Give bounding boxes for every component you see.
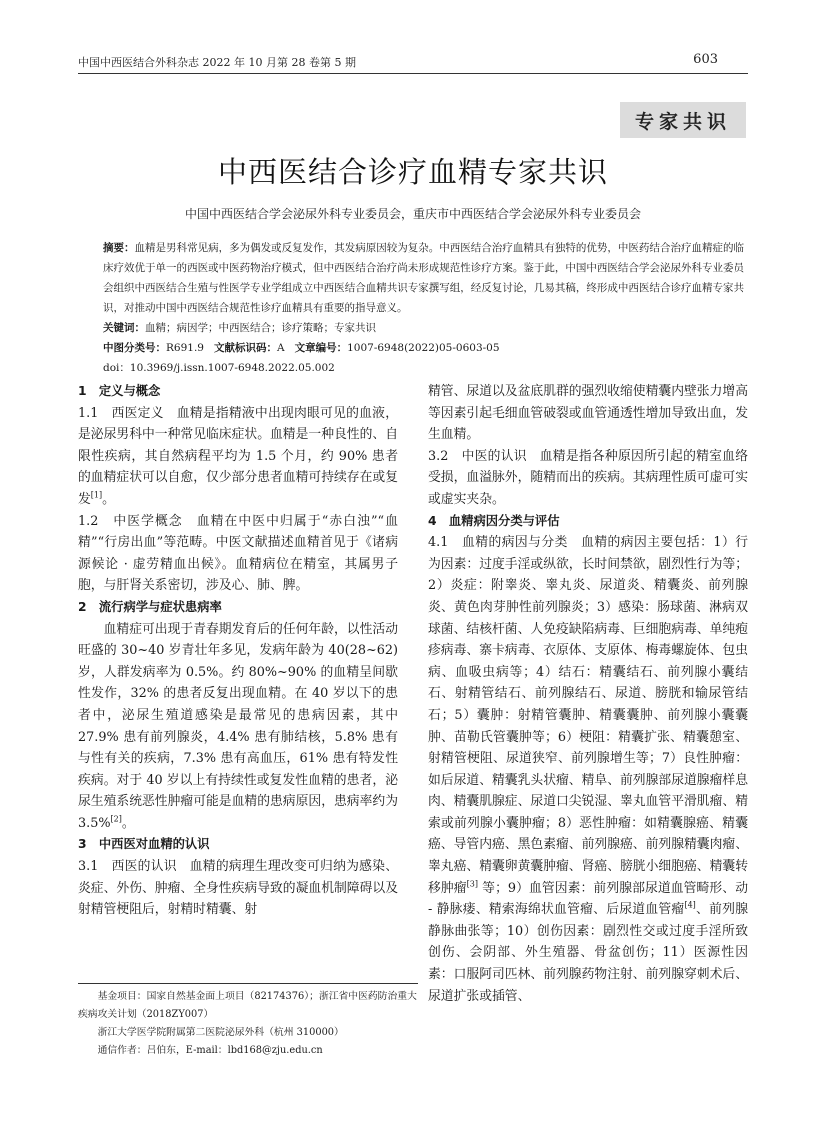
section-2-heading: 2 流行病学与症状患病率 — [78, 599, 222, 614]
section-1-2-text: 血精在中医中归属于“赤白浊”“血精”“行房出血”等范畴。中医文献描述血精首见于《诸病源候论 · 虚劳精血出候》。血精病位在精室，其属男子胞，与肝肾关系密切，涉及心、肺、脾。 — [78, 513, 398, 594]
section-badge: 专家共识 — [620, 102, 746, 138]
citation-2[interactable]: [2] — [110, 814, 122, 824]
right-column — [428, 381, 748, 1007]
page-number: 603 — [693, 52, 718, 67]
section-1-2-label: 1.2 中医学概念 — [78, 513, 183, 529]
doc-code-value: A — [276, 342, 285, 354]
abstract-text: 血精是男科常见病，多为偶发或反复发作，其发病原因较为复杂。中西医结合治疗血精具有独特的优势，中医药结合治疗血精症的临床疗效优于单一的西医或中医药物治疗模式，但中西医结合治疗尚未形成规范性诊疗方案。鉴于此，中国中西医结合学会泌尿外科专业委员会组织中西医结合生殖与性医学专业学组成立中西医结合血精共识专家撰写组，经反复讨论，几易其稿，终形成中西医结合诊疗血精专家共识，对推动中国中西医结合规范性诊疗血精具有重要的指导意义。 — [103, 242, 745, 314]
keywords-label: 关键词： — [103, 322, 145, 334]
section-3-1-continued: 精管、尿道以及盆底肌群的强烈收缩使精囊内壁张力增高等因素引起毛细血管破裂或血管通透性增加导致出血，发生血精。 — [428, 384, 748, 443]
section-3-2-paragraph — [428, 446, 748, 511]
section-2-paragraph — [78, 619, 398, 835]
section-3-2-label: 3.2 中医的认识 — [428, 448, 527, 464]
section-4-1-text-c: 、前列腺静脉曲张等；10）创伤因素：剧烈性交或过度手淫所致创伤、会阴部、外生殖器、骨盆创伤；11）医源性因素：口服阿司匹林、前列腺药物注射、前列腺穿刺术后、尿道扩张或插管、 — [428, 902, 748, 1004]
section-4-1-text-a: 血精的病因主要包括：1）行为因素：过度手淫或纵欲，长时间禁欲，剧烈性行为等；2）炎症：附睾炎、睾丸炎、尿道炎、精囊炎、前列腺炎、黄色肉芽肿性前列腺炎；3）感染：肠球菌、淋病双球菌、结核杆菌、人免疫缺陷病毒、巨细胞病毒、单纯疱疹病毒、寨卡病毒、衣原体、支原体、梅毒螺旋体、包虫病、血吸虫病等；4）结石：精囊结石、前列腺小囊结石、射精管结石、前列腺结石、尿道、膀胱和输尿管结石；5）囊肿：射精管囊肿、精囊囊肿、前列腺小囊囊肿、苗勒氏管囊肿等；6）梗阻：精囊扩张、精囊憩室、射精管梗阻、尿道狭窄、前列腺增生等；7）良性肿瘤：如后尿道、精囊乳头状瘤、精阜、前列腺部尿道腺瘤样息肉、精囊肌腺症、尿道口尖锐湿、睾丸血管平滑肌瘤、精索或前列腺小囊肿瘤；8）恶性肿瘤：如精囊腺癌、精囊癌、导管内癌、黑色素瘤、前列腺癌、前列腺精囊肉瘤、睾丸癌、精囊卵黄囊肿瘤、肾癌、膀胱小细胞癌、精囊转移肿瘤 — [428, 535, 748, 896]
abstract-block — [103, 238, 744, 378]
section-1-1-paragraph — [78, 403, 398, 511]
keywords-text: 血精；病因学；中西医结合；诊疗策略；专家共识 — [145, 322, 376, 334]
section-3-1-label: 3.1 西医的认识 — [78, 859, 177, 875]
footnote-correspondence: 通信作者：吕伯东，E-mail：lbd168@zju.edu.cn — [97, 1045, 323, 1056]
citation-3[interactable]: [3] — [466, 879, 479, 889]
section-4-1-text-b: 等；9）血管因素：前列腺部尿道血管畸形、动 - 静脉瘘、精索海绵状血管瘤、后尿道血管瘤 — [428, 880, 748, 918]
section-1-1-label: 1.1 西医定义 — [78, 405, 164, 421]
article-no-value: 1007-6948(2022)05-0603-05 — [347, 342, 500, 354]
doi-line — [103, 358, 744, 378]
doc-code-label: 文献标识码： — [213, 342, 277, 354]
article-authors: 中国中西医结合学会泌尿外科专业委员会，重庆市中西医结合学会泌尿外科专业委员会 — [184, 207, 641, 221]
abstract-label: 摘要： — [103, 242, 135, 254]
section-1-2-paragraph — [78, 511, 398, 597]
header-rule — [78, 73, 748, 74]
running-header-journal: 中国中西医结合外科杂志 2022 年 10 月第 28 卷第 5 期 — [78, 56, 356, 69]
section-3-1-paragraph — [78, 856, 398, 921]
citation-1[interactable]: [1] — [90, 490, 103, 500]
footnote-rule — [78, 983, 418, 984]
citation-4[interactable]: [4] — [684, 900, 696, 910]
doi-label: doi： — [103, 362, 130, 374]
section-3-1-text: 血精的病理生理改变可归纳为感染、炎症、外伤、肿瘤、全身性疾病导致的凝血机制障碍以及射精管梗阻后，射精时精囊、射 — [78, 859, 398, 918]
section-1-1-end: 。 — [102, 491, 115, 507]
article-title: 中西医结合诊疗血精专家共识 — [217, 155, 608, 189]
keywords-line — [103, 318, 744, 338]
section-1-1-text: 血精是指精液中出现肉眼可见的血液，是泌尿男科中一种常见临床症状。血精是一种良性的、自限性疾病，其自然病程平均为 1.5 个月，约 90% 患者的血精症状可以自愈，仅少部分患者血精可持续存在或复发 — [78, 405, 399, 507]
footnote-fund: 基金项目：国家自然基金面上项目（82174376）；浙江省中医药防治重大疾病攻关计划（2018ZY007） — [78, 991, 417, 1020]
footnotes-block — [78, 988, 418, 1060]
section-4-heading: 4 血精病因分类与评估 — [428, 513, 560, 528]
section-4-1-label: 4.1 血精的病因与分类 — [428, 535, 568, 551]
section-3-2-text: 血精是指各种原因所引起的精室血络受损，血溢脉外，随精而出的疾病。其病理性质可虚可实或虚实夹杂。 — [428, 448, 748, 507]
section-4-1-paragraph — [428, 532, 748, 1007]
clc-value: R691.9 — [166, 342, 204, 354]
left-column — [78, 381, 398, 921]
article-no-label: 文章编号： — [294, 342, 348, 354]
classification-line — [103, 338, 744, 358]
abstract-paragraph — [103, 238, 744, 318]
section-3-heading: 3 中西医对血精的认识 — [78, 837, 210, 852]
doi-value: 10.3969/j.issn.1007-6948.2022.05.002 — [129, 362, 335, 374]
section-2-text: 血精症可出现于青春期发育后的任何年龄，以性活动旺盛的 30~40 岁青壮年多见，发病年龄为 40(28~62) 岁，人群发病率为 0.5%。约 80%~90% 的血精呈间歇性发作，32% 的患者反复出现血精。在 40 岁以下的患者中，泌尿生殖道感染是最常见的患病因素，其中 27.9% 患有前列腺炎，4.4% 患有肺结核，5.8% 患有与性有关的疾病，7.3% 患有高血压，61% 患有特发性疾病。对于 40 岁以上有持续性或复发性血精的患者，泌尿生殖系统恶性肿瘤可能是血精的患病原因，患病率约为 3.5% — [78, 621, 398, 831]
clc-label: 中图分类号： — [103, 342, 166, 354]
section-1-heading: 1 定义与概念 — [78, 384, 161, 398]
footnote-affiliation: 浙江大学医学院附属第二医院泌尿外科（杭州 310000） — [97, 1027, 344, 1038]
section-2-end: 。 — [121, 815, 135, 831]
